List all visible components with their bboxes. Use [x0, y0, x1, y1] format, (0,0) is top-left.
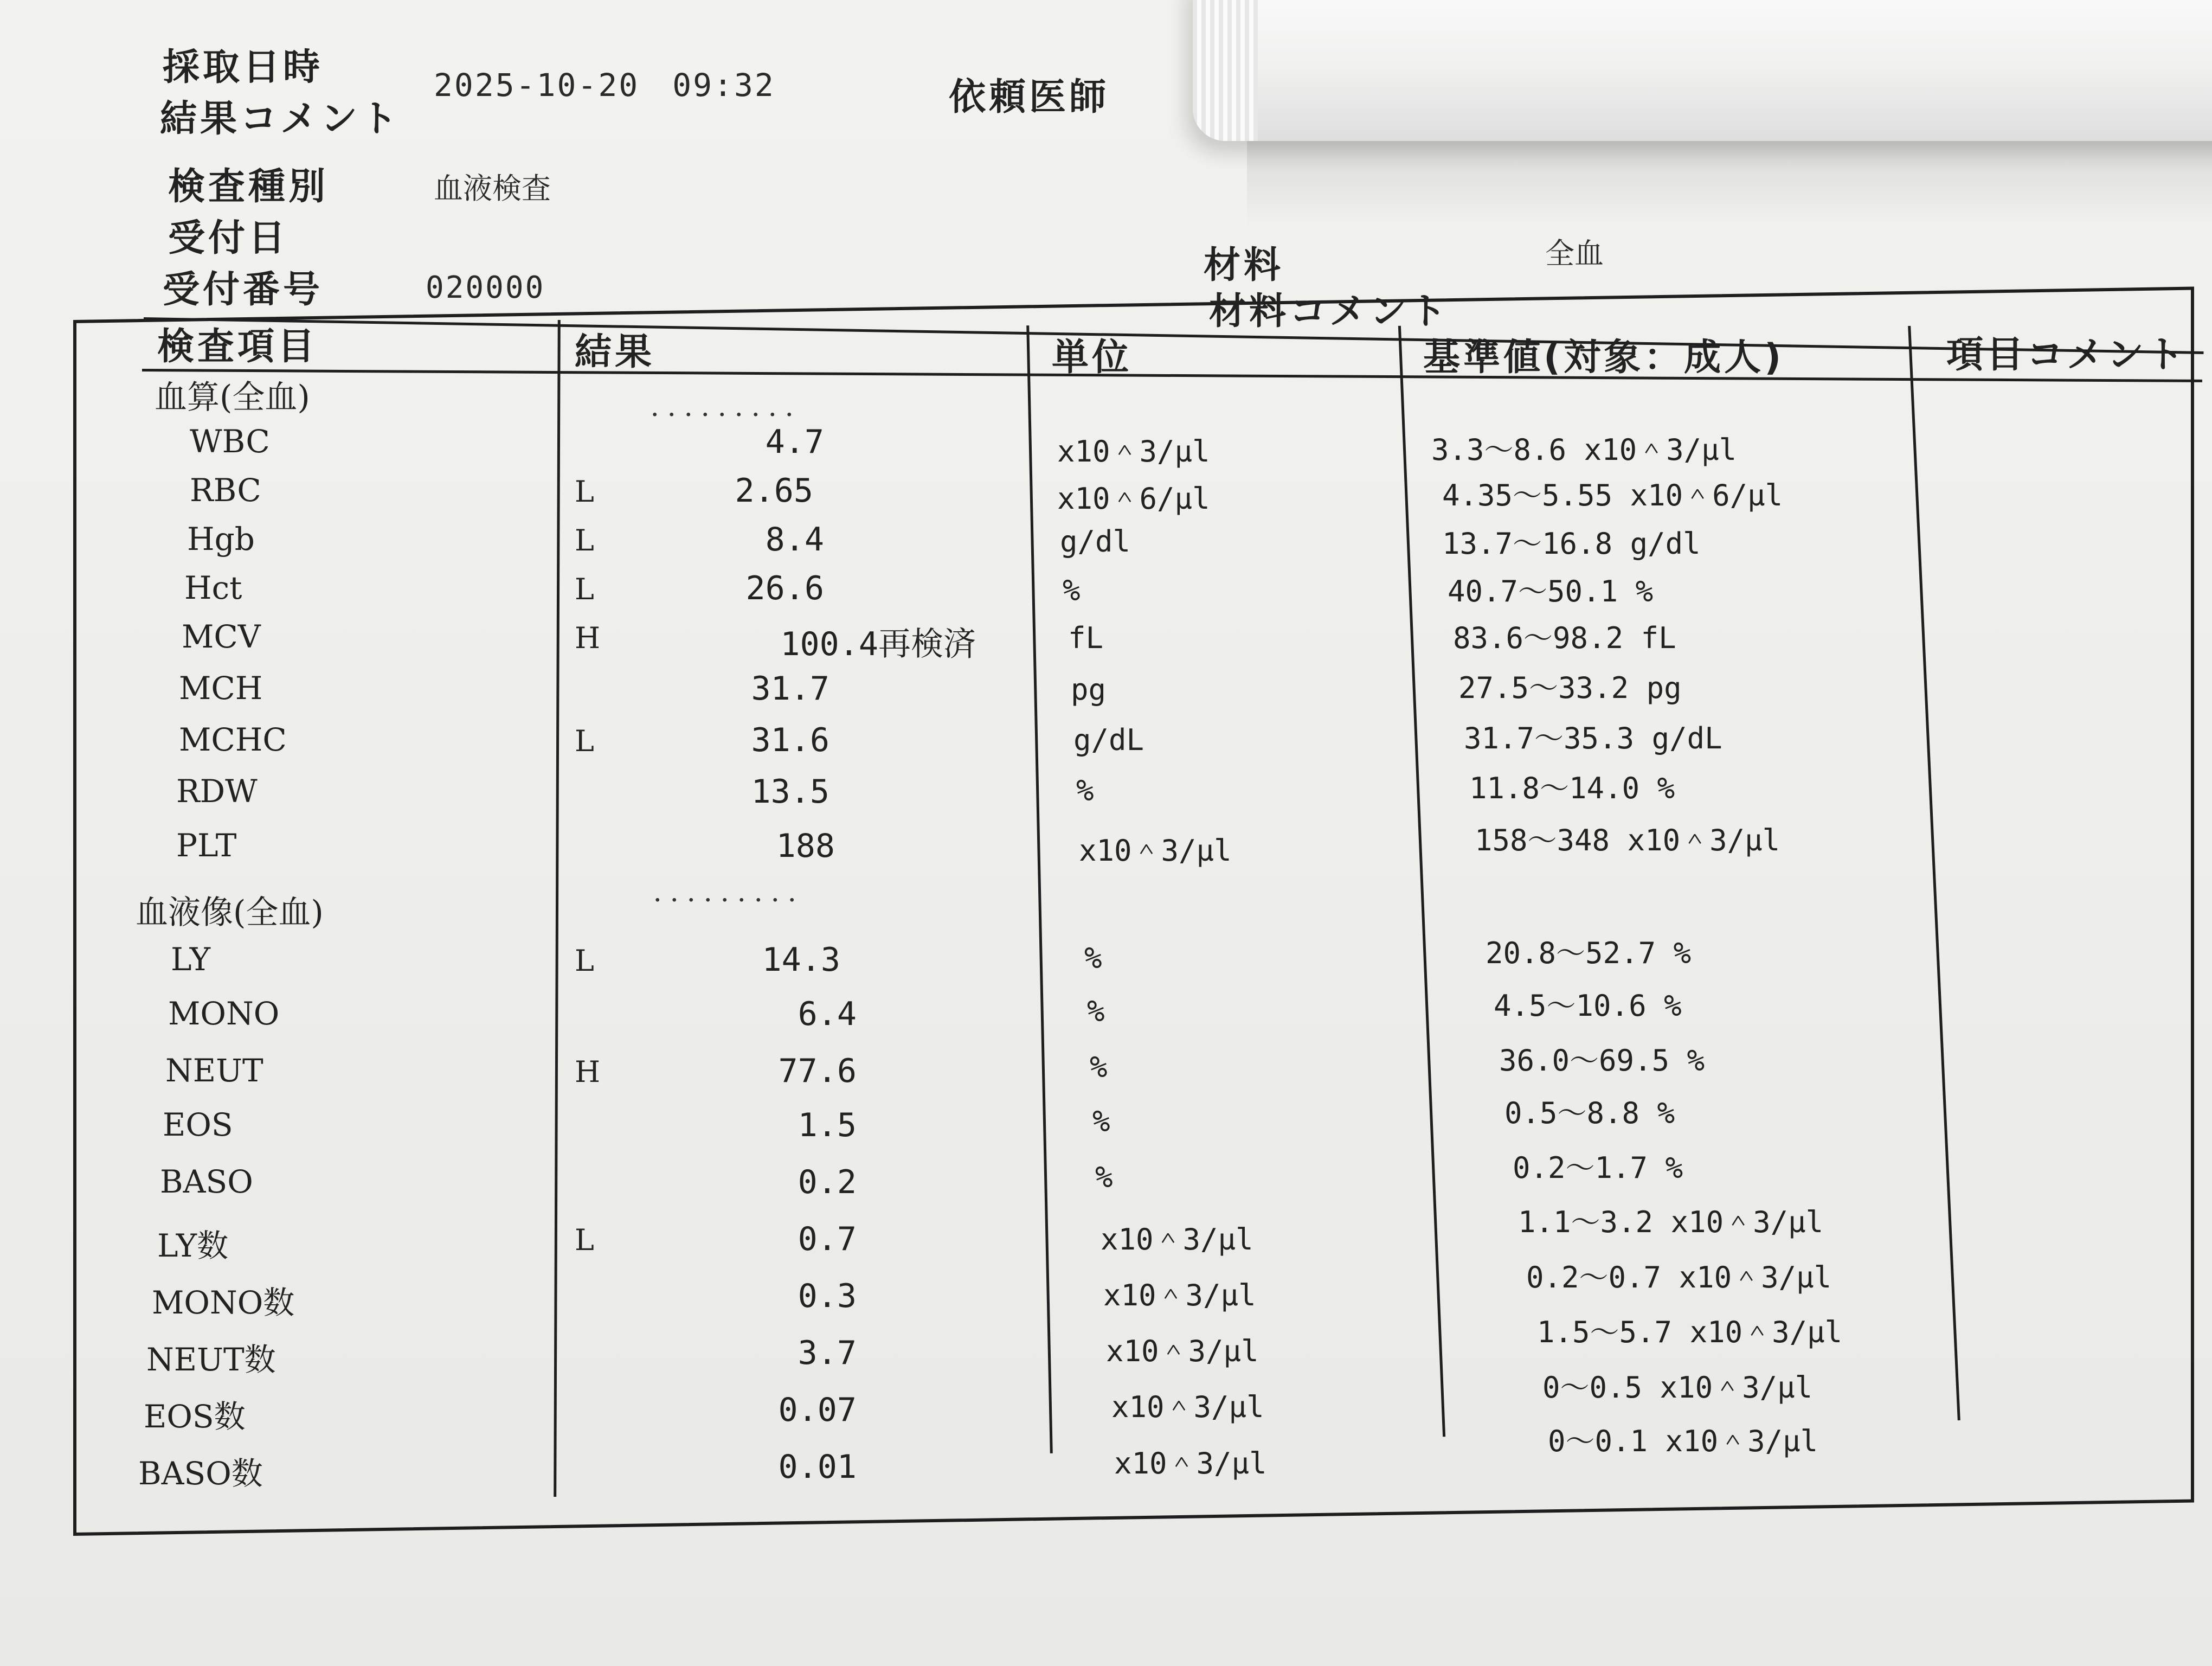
col-header-unit: 単位 [1052, 336, 1133, 379]
row-result-14: 0.7 [798, 1220, 857, 1258]
row-unit-3: % [1063, 573, 1081, 607]
row-name-16: NEUT数 [146, 1341, 276, 1378]
group-dots-differential: ．．．．．．．．． [653, 876, 818, 908]
received-number-value: 020000 [426, 270, 545, 305]
row-flag-11: H [575, 1055, 601, 1089]
row-reference-14: 1.1〜3.2 x10＾3/μl [1518, 1205, 1824, 1239]
tube-shadow [1247, 136, 2212, 228]
row-reference-6: 31.7〜35.3 g/dL [1464, 721, 1722, 755]
row-reference-10: 4.5〜10.6 % [1494, 988, 1682, 1023]
col-header-item: 検査項目 [157, 325, 318, 368]
row-flag-14: L [575, 1223, 594, 1257]
collection-datetime-label: 採取日時 [163, 46, 324, 89]
row-unit-7: % [1076, 773, 1094, 808]
row-reference-16: 1.5〜5.7 x10＾3/μl [1537, 1315, 1843, 1349]
row-reference-9: 20.8〜52.7 % [1486, 936, 1692, 971]
row-reference-5: 27.5〜33.2 pg [1458, 670, 1682, 705]
test-type-value: 血液検査 [434, 171, 551, 206]
row-flag-6: L [575, 724, 594, 758]
row-name-10: MONO [168, 995, 280, 1032]
row-result-2: 8.4 [765, 521, 824, 559]
row-reference-15: 0.2〜0.7 x10＾3/μl [1526, 1260, 1832, 1295]
row-reference-11: 36.0〜69.5 % [1499, 1043, 1705, 1078]
collection-datetime-value: 2025-10-20 09:32 [434, 67, 775, 104]
group-label-differential: 血液像(全血) [136, 894, 324, 932]
row-name-7: RDW [176, 773, 258, 810]
row-result-17: 0.07 [778, 1391, 857, 1429]
row-unit-9: % [1084, 940, 1102, 975]
received-number-label: 受付番号 [163, 268, 324, 311]
row-result-16: 3.7 [798, 1334, 857, 1372]
row-reference-4: 83.6〜98.2 fL [1453, 621, 1676, 656]
col-header-comment: 項目コメント [1946, 334, 2188, 376]
row-unit-13: % [1095, 1160, 1113, 1195]
row-result-3: 26.6 [745, 569, 824, 607]
row-name-1: RBC [190, 472, 261, 509]
row-name-4: MCV [182, 618, 261, 655]
row-name-14: LY数 [157, 1227, 229, 1264]
row-name-18: BASO数 [138, 1455, 263, 1492]
row-reference-17: 0〜0.5 x10＾3/μl [1542, 1370, 1813, 1405]
row-name-13: BASO [160, 1163, 253, 1200]
row-result-18: 0.01 [778, 1448, 857, 1486]
material-comment-label: 材料コメント [1209, 290, 1450, 333]
row-result-0: 4.7 [765, 423, 824, 461]
row-unit-15: x10＾3/μl [1103, 1278, 1256, 1312]
row-flag-9: L [575, 944, 594, 978]
ointment-tube [1193, 0, 2212, 141]
row-result-6: 31.6 [751, 721, 829, 759]
row-unit-10: % [1087, 994, 1105, 1028]
material-label: 材料 [1204, 244, 1284, 287]
row-unit-11: % [1090, 1050, 1108, 1084]
row-name-2: Hgb [187, 521, 255, 558]
row-result-7: 13.5 [751, 773, 829, 811]
row-flag-3: L [575, 572, 594, 606]
row-result-8: 188 [776, 827, 835, 865]
row-unit-12: % [1092, 1104, 1110, 1138]
row-reference-0: 3.3〜8.6 x10＾3/μl [1431, 432, 1737, 467]
col-header-result: 結果 [575, 331, 655, 374]
row-result-11: 77.6 [778, 1052, 857, 1090]
row-result-10: 6.4 [798, 995, 857, 1033]
row-reference-13: 0.2〜1.7 % [1513, 1151, 1683, 1186]
row-unit-8: x10＾3/μl [1079, 834, 1232, 868]
row-result-4: 100.4再検済 [780, 625, 976, 663]
row-name-0: WBC [190, 423, 270, 460]
row-result-5: 31.7 [751, 670, 829, 708]
row-result-9: 14.3 [762, 941, 840, 979]
row-flag-4: H [575, 621, 601, 655]
row-name-6: MCHC [179, 721, 287, 758]
row-name-5: MCH [179, 670, 263, 707]
row-unit-14: x10＾3/μl [1101, 1222, 1253, 1257]
result-comment-label: 結果コメント [160, 98, 401, 140]
col-header-reference: 基準値(対象：成人) [1423, 336, 1785, 379]
row-result-12: 1.5 [798, 1106, 857, 1144]
row-unit-2: g/dl [1060, 524, 1131, 559]
requesting-physician-label: 依頼医師 [949, 76, 1110, 119]
row-name-9: LY [171, 941, 211, 978]
row-unit-18: x10＾3/μl [1114, 1446, 1267, 1481]
row-result-13: 0.2 [798, 1163, 857, 1201]
row-unit-4: fL [1068, 620, 1104, 655]
row-unit-1: x10＾6/μl [1057, 481, 1210, 516]
row-reference-3: 40.7〜50.1 % [1448, 574, 1654, 608]
row-reference-1: 4.35〜5.55 x10＾6/μl [1442, 478, 1783, 513]
row-unit-17: x10＾3/μl [1111, 1390, 1264, 1425]
row-unit-5: pg [1071, 672, 1107, 707]
row-unit-16: x10＾3/μl [1106, 1334, 1259, 1368]
row-name-3: Hct [184, 569, 242, 606]
tube-crimp [1193, 0, 1258, 141]
test-type-label: 検査種別 [168, 165, 329, 208]
row-unit-6: g/dL [1073, 723, 1144, 757]
group-label-cbc: 血算(全血) [155, 379, 310, 416]
row-name-17: EOS数 [144, 1398, 246, 1435]
row-name-12: EOS [163, 1106, 233, 1143]
row-flag-2: L [575, 523, 594, 558]
row-name-15: MONO数 [152, 1284, 295, 1321]
row-reference-2: 13.7〜16.8 g/dl [1442, 526, 1701, 561]
row-reference-12: 0.5〜8.8 % [1504, 1095, 1675, 1130]
row-name-8: PLT [176, 827, 237, 864]
row-reference-8: 158〜348 x10＾3/μl [1475, 823, 1780, 857]
received-date-label: 受付日 [168, 217, 289, 260]
material-value: 全血 [1545, 236, 1604, 271]
row-reference-18: 0〜0.1 x10＾3/μl [1548, 1424, 1818, 1459]
row-reference-7: 11.8〜14.0 % [1469, 771, 1675, 805]
row-name-11: NEUT [165, 1052, 263, 1089]
row-flag-1: L [575, 475, 594, 509]
group-dots-cbc: ．．．．．．．．． [651, 391, 815, 422]
row-result-15: 0.3 [798, 1277, 857, 1315]
row-unit-0: x10＾3/μl [1057, 434, 1210, 469]
row-result-1: 2.65 [735, 472, 813, 510]
